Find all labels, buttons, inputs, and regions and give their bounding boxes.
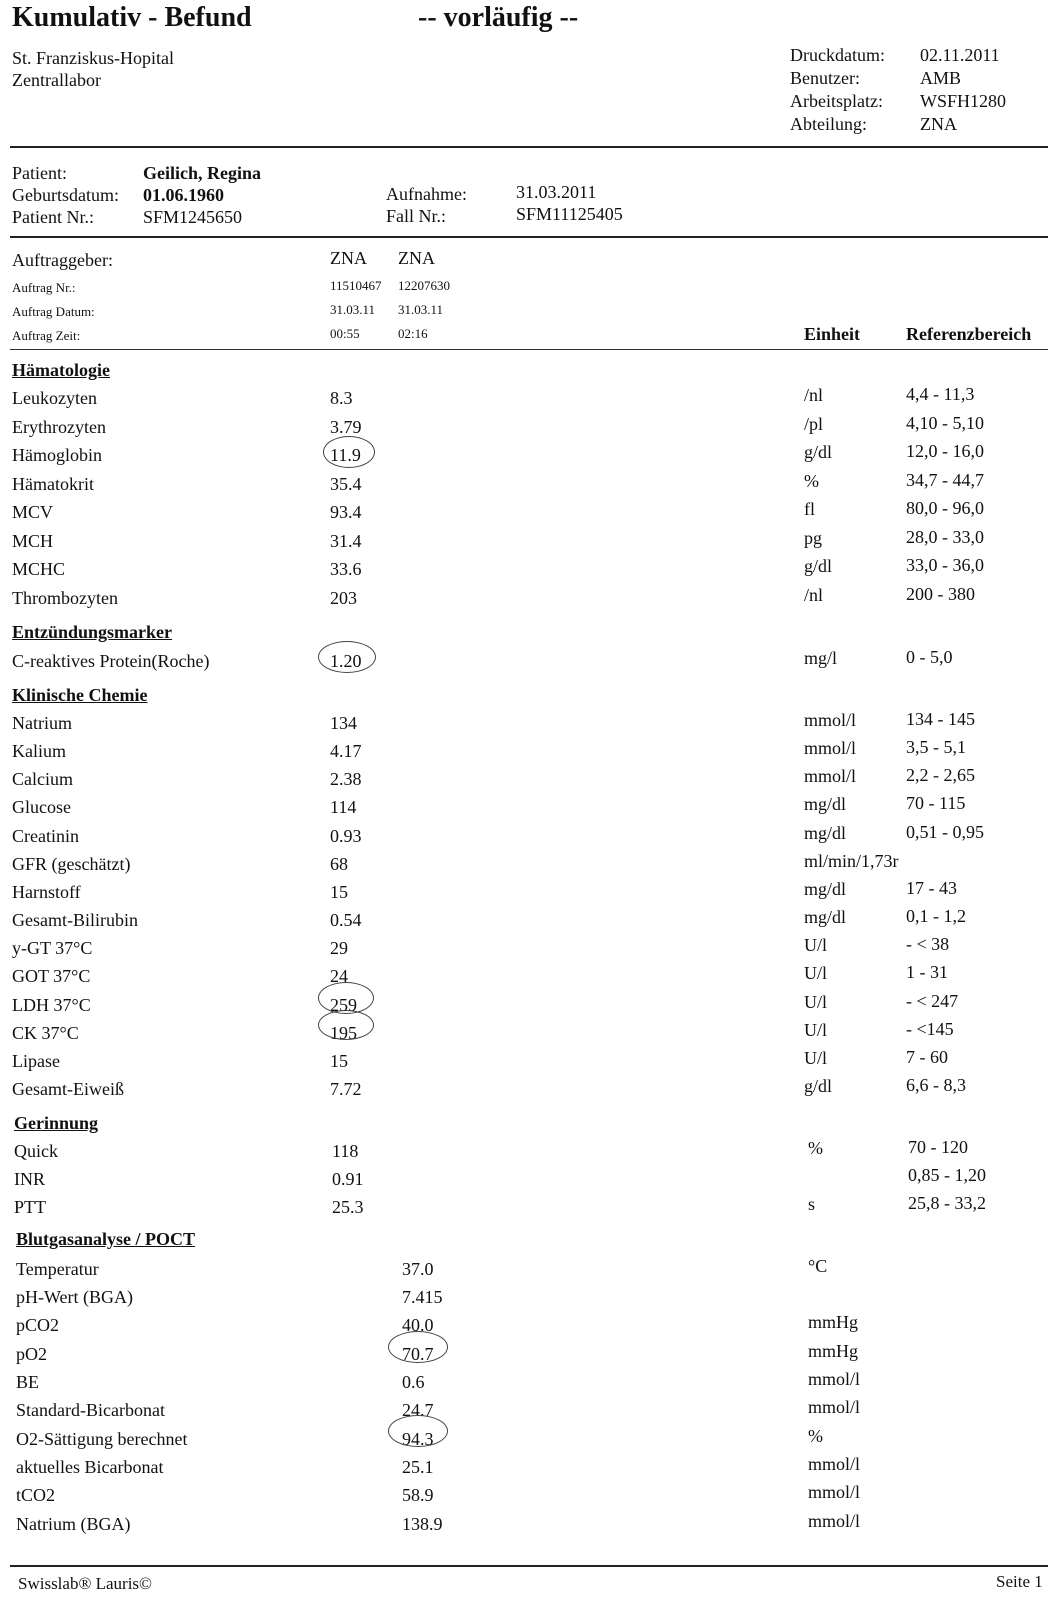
test-unit: %: [804, 471, 819, 491]
test-name: Glucose: [12, 797, 71, 817]
test-name: Temperatur: [16, 1259, 99, 1279]
test-unit: /pl: [804, 414, 824, 434]
lab-name: Zentrallabor: [12, 70, 101, 90]
test-reference-range: 0,85 - 1,20: [908, 1165, 986, 1185]
test-reference-range: 1 - 31: [906, 962, 948, 982]
user-value: AMB: [920, 68, 962, 88]
test-value: 259: [330, 995, 357, 1015]
test-name: INR: [14, 1169, 45, 1189]
test-reference-range: 34,7 - 44,7: [906, 470, 984, 490]
patient-name-label: Patient:: [12, 163, 67, 183]
test-value: 0.91: [332, 1169, 364, 1189]
test-value: 8.3: [330, 388, 353, 408]
test-value: 40.0: [402, 1315, 434, 1335]
test-reference-range: 7 - 60: [906, 1047, 948, 1067]
po2-circle-annotation: [388, 1331, 448, 1363]
test-unit: U/l: [804, 935, 828, 955]
test-name: C-reaktives Protein(Roche): [12, 651, 210, 671]
test-value: 35.4: [330, 474, 362, 494]
o2sat-circle-annotation: [388, 1415, 448, 1447]
test-value: 68: [330, 854, 348, 874]
test-value: 7.415: [402, 1287, 443, 1307]
test-unit: mmHg: [808, 1312, 859, 1332]
hospital-name: St. Franziskus-Hopital: [12, 48, 174, 68]
test-unit: U/l: [804, 1048, 828, 1068]
test-name: Hämatokrit: [12, 474, 94, 494]
client-label: Auftraggeber:: [12, 250, 113, 270]
test-unit: U/l: [804, 1020, 828, 1040]
test-name: pO2: [16, 1344, 47, 1364]
admission-label: Aufnahme:: [386, 184, 467, 204]
test-value: 24: [330, 966, 348, 986]
department-label: Abteilung:: [790, 114, 867, 134]
test-name: pCO2: [16, 1315, 60, 1335]
dob-value: 01.06.1960: [143, 185, 224, 205]
test-name: Leukozyten: [12, 388, 97, 408]
test-reference-range: - < 247: [906, 991, 959, 1011]
order-date-1: 31.03.11: [330, 302, 376, 317]
test-value: 93.4: [330, 502, 362, 522]
workstation-value: WSFH1280: [920, 91, 1007, 111]
test-value: 37.0: [402, 1259, 434, 1279]
test-unit: g/dl: [804, 1076, 833, 1096]
test-value: 118: [332, 1141, 359, 1161]
test-unit: mg/dl: [804, 907, 847, 927]
test-value: 24.7: [402, 1400, 434, 1420]
order-date-2: 31.03.11: [398, 302, 444, 317]
software-label: Swisslab® Lauris©: [18, 1574, 152, 1593]
test-value: 0.93: [330, 826, 362, 846]
test-name: y-GT 37°C: [12, 938, 93, 958]
test-name: Kalium: [12, 741, 66, 761]
dob-label: Geburtsdatum:: [12, 185, 119, 205]
test-name: tCO2: [16, 1485, 56, 1505]
test-unit: mmol/l: [808, 1369, 861, 1389]
test-unit: mg/dl: [804, 879, 847, 899]
test-name: Thrombozyten: [12, 588, 118, 608]
order-time-2: 02:16: [398, 326, 428, 341]
test-reference-range: 70 - 115: [906, 793, 966, 813]
test-value: 114: [330, 797, 357, 817]
test-unit: mg/dl: [804, 823, 847, 843]
test-name: aktuelles Bicarbonat: [16, 1457, 164, 1477]
test-value: 94.3: [402, 1429, 434, 1449]
test-name: Erythrozyten: [12, 417, 106, 437]
section-title-inflammation: Entzündungsmarker: [12, 622, 173, 642]
test-unit: mmHg: [808, 1341, 859, 1361]
test-value: 25.1: [402, 1457, 434, 1477]
order-nr-2: 12207630: [398, 278, 450, 293]
test-unit: °C: [808, 1256, 828, 1276]
test-reference-range: 25,8 - 33,2: [908, 1193, 986, 1213]
test-unit: %: [808, 1426, 823, 1446]
test-reference-range: 80,0 - 96,0: [906, 498, 984, 518]
orders-divider: [10, 349, 1048, 350]
order-date-label: Auftrag Datum:: [12, 304, 95, 319]
test-value: 15: [330, 882, 348, 902]
test-name: Harnstoff: [12, 882, 81, 902]
admission-value: 31.03.2011: [516, 182, 597, 202]
unit-column-header: Einheit: [804, 324, 861, 344]
test-value: 33.6: [330, 559, 362, 579]
order-time-1: 00:55: [330, 326, 360, 341]
document-title: Kumulativ - Befund: [12, 2, 252, 33]
section-title-chemistry: Klinische Chemie: [12, 685, 148, 705]
client-2: ZNA: [398, 248, 435, 268]
test-name: CK 37°C: [12, 1023, 79, 1043]
case-label: Fall Nr.:: [386, 206, 447, 226]
test-name: MCHC: [12, 559, 66, 579]
test-name: Lipase: [12, 1051, 60, 1071]
test-name: Standard-Bicarbonat: [16, 1400, 165, 1420]
test-reference-range: 3,5 - 5,1: [906, 737, 966, 757]
test-unit: g/dl: [804, 556, 833, 576]
print-date-value: 02.11.2011: [920, 45, 1000, 65]
header-divider: [10, 146, 1048, 148]
test-name: Natrium (BGA): [16, 1514, 131, 1534]
test-value: 0.54: [330, 910, 362, 930]
test-unit: U/l: [804, 992, 828, 1012]
test-value: 2.38: [330, 769, 362, 789]
section-title-blood-gas: Blutgasanalyse / POCT: [16, 1229, 196, 1249]
hb-circle-annotation: [323, 436, 375, 468]
test-reference-range: 4,10 - 5,10: [906, 413, 984, 433]
test-value: 134: [330, 713, 357, 733]
test-value: 4.17: [330, 741, 362, 761]
test-reference-range: 6,6 - 8,3: [906, 1075, 966, 1095]
test-value: 195: [330, 1023, 357, 1043]
patient-nr-label: Patient Nr.:: [12, 207, 94, 227]
test-reference-range: 134 - 145: [906, 709, 975, 729]
test-unit: /nl: [804, 585, 824, 605]
order-nr-1: 11510467: [330, 278, 382, 293]
ck-circle-annotation: [318, 1010, 374, 1040]
test-name: PTT: [14, 1197, 47, 1217]
workstation-label: Arbeitsplatz:: [790, 91, 883, 111]
test-unit: mmol/l: [808, 1454, 861, 1474]
print-date-label: Druckdatum:: [790, 45, 885, 65]
patient-name: Geilich, Regina: [143, 163, 261, 183]
test-name: GFR (geschätzt): [12, 854, 131, 874]
test-unit: mmol/l: [808, 1482, 861, 1502]
test-unit: mmol/l: [808, 1397, 861, 1417]
test-unit: mg/dl: [804, 794, 847, 814]
test-reference-range: 0,1 - 1,2: [906, 906, 966, 926]
client-1: ZNA: [330, 248, 367, 268]
test-value: 11.9: [330, 445, 361, 465]
test-value: 7.72: [330, 1079, 362, 1099]
test-value: 70.7: [402, 1344, 434, 1364]
test-value: 58.9: [402, 1485, 434, 1505]
test-name: Natrium: [12, 713, 72, 733]
test-reference-range: 0 - 5,0: [906, 647, 953, 667]
test-reference-range: 200 - 380: [906, 584, 975, 604]
test-unit: g/dl: [804, 442, 833, 462]
reference-column-header: Referenzbereich: [906, 324, 1032, 344]
test-reference-range: - <145: [906, 1019, 954, 1039]
status-label: -- vorläufig --: [418, 2, 579, 33]
test-name: LDH 37°C: [12, 995, 91, 1015]
test-unit: mg/l: [804, 648, 838, 668]
test-name: Gesamt-Bilirubin: [12, 910, 138, 930]
test-reference-range: 0,51 - 0,95: [906, 822, 984, 842]
page-number: Seite 1: [996, 1572, 1043, 1591]
test-name: Quick: [14, 1141, 58, 1161]
test-value: 15: [330, 1051, 348, 1071]
test-reference-range: - < 38: [906, 934, 950, 954]
test-value: 29: [330, 938, 348, 958]
footer-divider: [10, 1565, 1048, 1567]
test-name: Hämoglobin: [12, 445, 102, 465]
test-unit: mmol/l: [808, 1511, 861, 1531]
test-value: 0.6: [402, 1372, 425, 1392]
test-reference-range: 4,4 - 11,3: [906, 384, 975, 404]
test-name: MCV: [12, 502, 54, 522]
user-label: Benutzer:: [790, 68, 860, 88]
test-reference-range: 28,0 - 33,0: [906, 527, 984, 547]
test-unit: %: [808, 1138, 823, 1158]
case-value: SFM11125405: [516, 204, 623, 224]
test-unit: ml/min/1,73r: [804, 851, 899, 871]
test-unit: U/l: [804, 963, 828, 983]
test-name: Calcium: [12, 769, 73, 789]
test-unit: mmol/l: [804, 766, 857, 786]
test-unit: mmol/l: [804, 710, 857, 730]
test-unit: /nl: [804, 385, 824, 405]
order-time-label: Auftrag Zeit:: [12, 328, 81, 343]
section-title-coagulation: Gerinnung: [14, 1113, 99, 1133]
test-reference-range: 12,0 - 16,0: [906, 441, 984, 461]
section-title-haematology: Hämatologie: [12, 360, 110, 380]
test-unit: pg: [804, 528, 822, 548]
test-value: 138.9: [402, 1514, 443, 1534]
test-value: 3.79: [330, 417, 362, 437]
test-reference-range: 33,0 - 36,0: [906, 555, 984, 575]
test-reference-range: 70 - 120: [908, 1137, 968, 1157]
patient-divider: [10, 236, 1048, 238]
test-name: BE: [16, 1372, 40, 1392]
test-unit: mmol/l: [804, 738, 857, 758]
test-value: 203: [330, 588, 357, 608]
test-name: O2-Sättigung berechnet: [16, 1429, 188, 1449]
test-reference-range: 17 - 43: [906, 878, 957, 898]
patient-nr-value: SFM1245650: [143, 207, 243, 227]
department-value: ZNA: [920, 114, 957, 134]
test-unit: fl: [804, 499, 815, 519]
test-name: MCH: [12, 531, 54, 551]
test-value: 1.20: [330, 651, 362, 671]
test-reference-range: 2,2 - 2,65: [906, 765, 975, 785]
test-value: 31.4: [330, 531, 362, 551]
crp-circle-annotation: [318, 641, 376, 673]
test-name: pH-Wert (BGA): [16, 1287, 134, 1307]
test-name: Gesamt-Eiweiß: [12, 1079, 124, 1099]
test-unit: s: [808, 1194, 816, 1214]
test-name: Creatinin: [12, 826, 79, 846]
order-nr-label: Auftrag Nr.:: [12, 280, 76, 295]
test-name: GOT 37°C: [12, 966, 91, 986]
test-value: 25.3: [332, 1197, 364, 1217]
